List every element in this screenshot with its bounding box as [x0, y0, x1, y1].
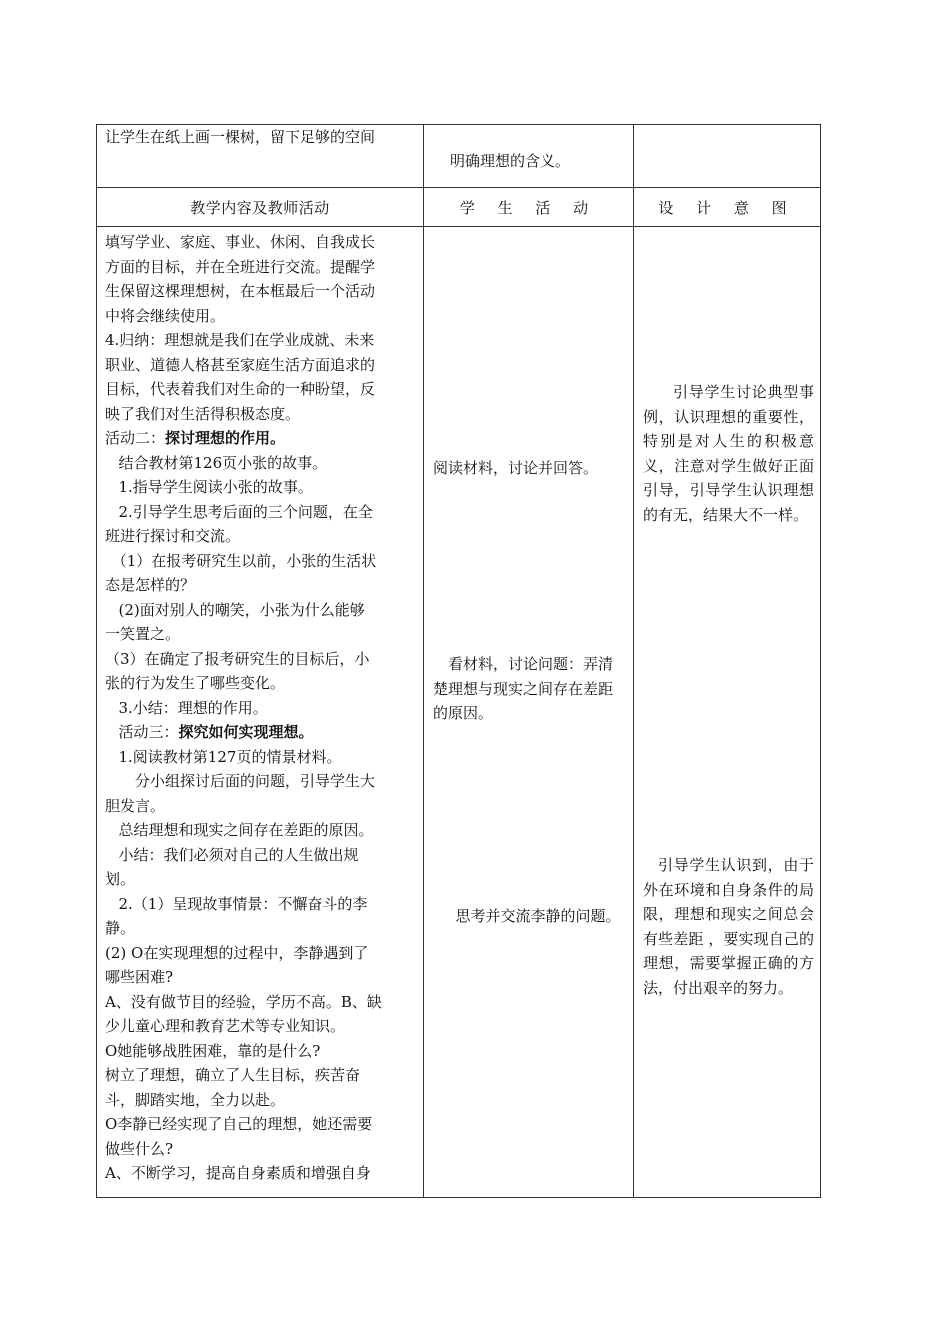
table-row: [97, 227, 821, 1198]
content-line: 做些什么?: [105, 1139, 174, 1158]
design-intent-2: 引导学生认识到，由于外在环境和自身条件的局限，理想和现实之间总会有些差距 ，要实现自己的理想，需要掌握正确的方法，付出艰辛的努力。: [643, 856, 814, 997]
content-line: 方面的目标，并在全班进行交流。提醒学: [105, 257, 376, 276]
table-row: [97, 125, 821, 188]
teacher-activity-text: [97, 227, 423, 1186]
content-line: A、没有做节目的经验，学历不高。B、缺: [105, 992, 382, 1011]
activity-three-title: 探究如何实现理想。: [178, 723, 314, 741]
design-intent-1: 引导学生讨论典型事例，认识理想的重要性，特别是对人生的积极意义，注意对学生做好正面引导，引导学生认识理想的有无，结果大不一样。: [643, 383, 814, 524]
content-line: （3）在确定了报考研究生的目标后，小: [105, 649, 370, 668]
content-line: 映了我们对生活得积极态度。: [105, 404, 301, 423]
activity-two-title: 探讨理想的作用。: [165, 429, 286, 447]
content-line: 班进行探讨和交流。: [105, 527, 241, 545]
content-line: 1.阅读教材第127页的情景材料。: [118, 747, 342, 766]
top-design-cell: [634, 125, 821, 188]
content-line: 职业、道德人格甚至家庭生活方面追求的: [105, 355, 376, 374]
content-line: 张的行为发生了哪些变化。: [105, 674, 286, 692]
content-line: 树立了理想，确立了人生目标，疾苦奋: [105, 1066, 361, 1084]
content-line: A、不断学习，提高自身素质和增强自身: [105, 1164, 371, 1182]
header-design: 设 计 意 图: [634, 188, 821, 227]
student-activity-cell: [424, 227, 634, 1198]
content-line: (2)面对别人的嘲笑，小张为什么能够: [118, 600, 365, 619]
table-header-row: [97, 188, 821, 227]
content-line: 3.小结：理想的作用。: [118, 698, 268, 717]
student-activity-3: 思考并交流李静的问题。: [455, 907, 621, 925]
student-activity-2: 看材料，讨论问题：弄清楚理想与现实之间存在差距的原因。: [433, 655, 614, 722]
top-content-cell: [97, 125, 424, 188]
student-activity-1: 阅读材料，讨论并回答。: [433, 459, 599, 477]
top-content-text: 让学生在纸上画一棵树，留下足够的空间: [105, 128, 376, 146]
content-line: 划。: [105, 870, 136, 888]
content-line: 少儿童心理和教育艺术等专业知识。: [105, 1017, 346, 1035]
content-line: 总结理想和现实之间存在差距的原因。: [118, 821, 374, 839]
content-line: O她能够战胜困难，靠的是什么?: [105, 1041, 321, 1060]
content-line: 结合教材第126页小张的故事。: [118, 453, 328, 472]
content-line: O李静已经实现了自己的理想，她还需要: [105, 1115, 373, 1133]
content-line: （1）在报考研究生以前，小张的生活状: [111, 551, 377, 570]
content-line: 哪些困难?: [105, 968, 174, 986]
top-student-cell: [424, 125, 634, 188]
activity-two-heading: [105, 426, 415, 451]
header-content: 教学内容及教师活动: [97, 188, 424, 227]
design-intent-cell: [634, 227, 821, 1198]
content-line: 中将会继续使用。: [105, 306, 226, 325]
content-line: 斗，脚踏实地，全力以赴。: [105, 1090, 286, 1109]
content-line: 2.引导学生思考后面的三个问题，在全: [118, 502, 373, 521]
content-line: 态是怎样的？: [105, 576, 196, 594]
activity-two-prefix: 活动二：: [105, 429, 166, 447]
activity-three-prefix: 活动三：: [118, 723, 179, 741]
content-line: 填写学业、家庭、事业、休闲、自我成长: [105, 233, 376, 251]
top-student-text: 明确理想的含义。: [450, 152, 571, 170]
content-line: 分小组探讨后面的问题，引导学生大: [135, 772, 376, 790]
content-line: 静。: [105, 919, 136, 937]
content-line: 生保留这棵理想树，在本框最后一个活动: [105, 282, 376, 300]
content-line: (2) O在实现理想的过程中，李静遇到了: [105, 943, 369, 962]
content-line: 1.指导学生阅读小张的故事。: [118, 478, 313, 496]
content-line: 目标，代表着我们对生命的一种盼望，反: [105, 380, 376, 398]
header-student: 学 生 活 动: [424, 188, 634, 227]
content-line: 4.归纳：理想就是我们在学业成就、未来: [105, 331, 375, 349]
activity-three-heading: [105, 720, 415, 745]
content-line: 2.（1）呈现故事情景：不懈奋斗的李: [118, 894, 368, 913]
content-cell: [97, 227, 424, 1198]
content-line: 胆发言。: [105, 796, 166, 815]
content-line: 一笑置之。: [105, 625, 181, 643]
lesson-plan-table: [96, 124, 821, 1198]
content-line: 小结：我们必须对自己的人生做出规: [118, 845, 359, 864]
